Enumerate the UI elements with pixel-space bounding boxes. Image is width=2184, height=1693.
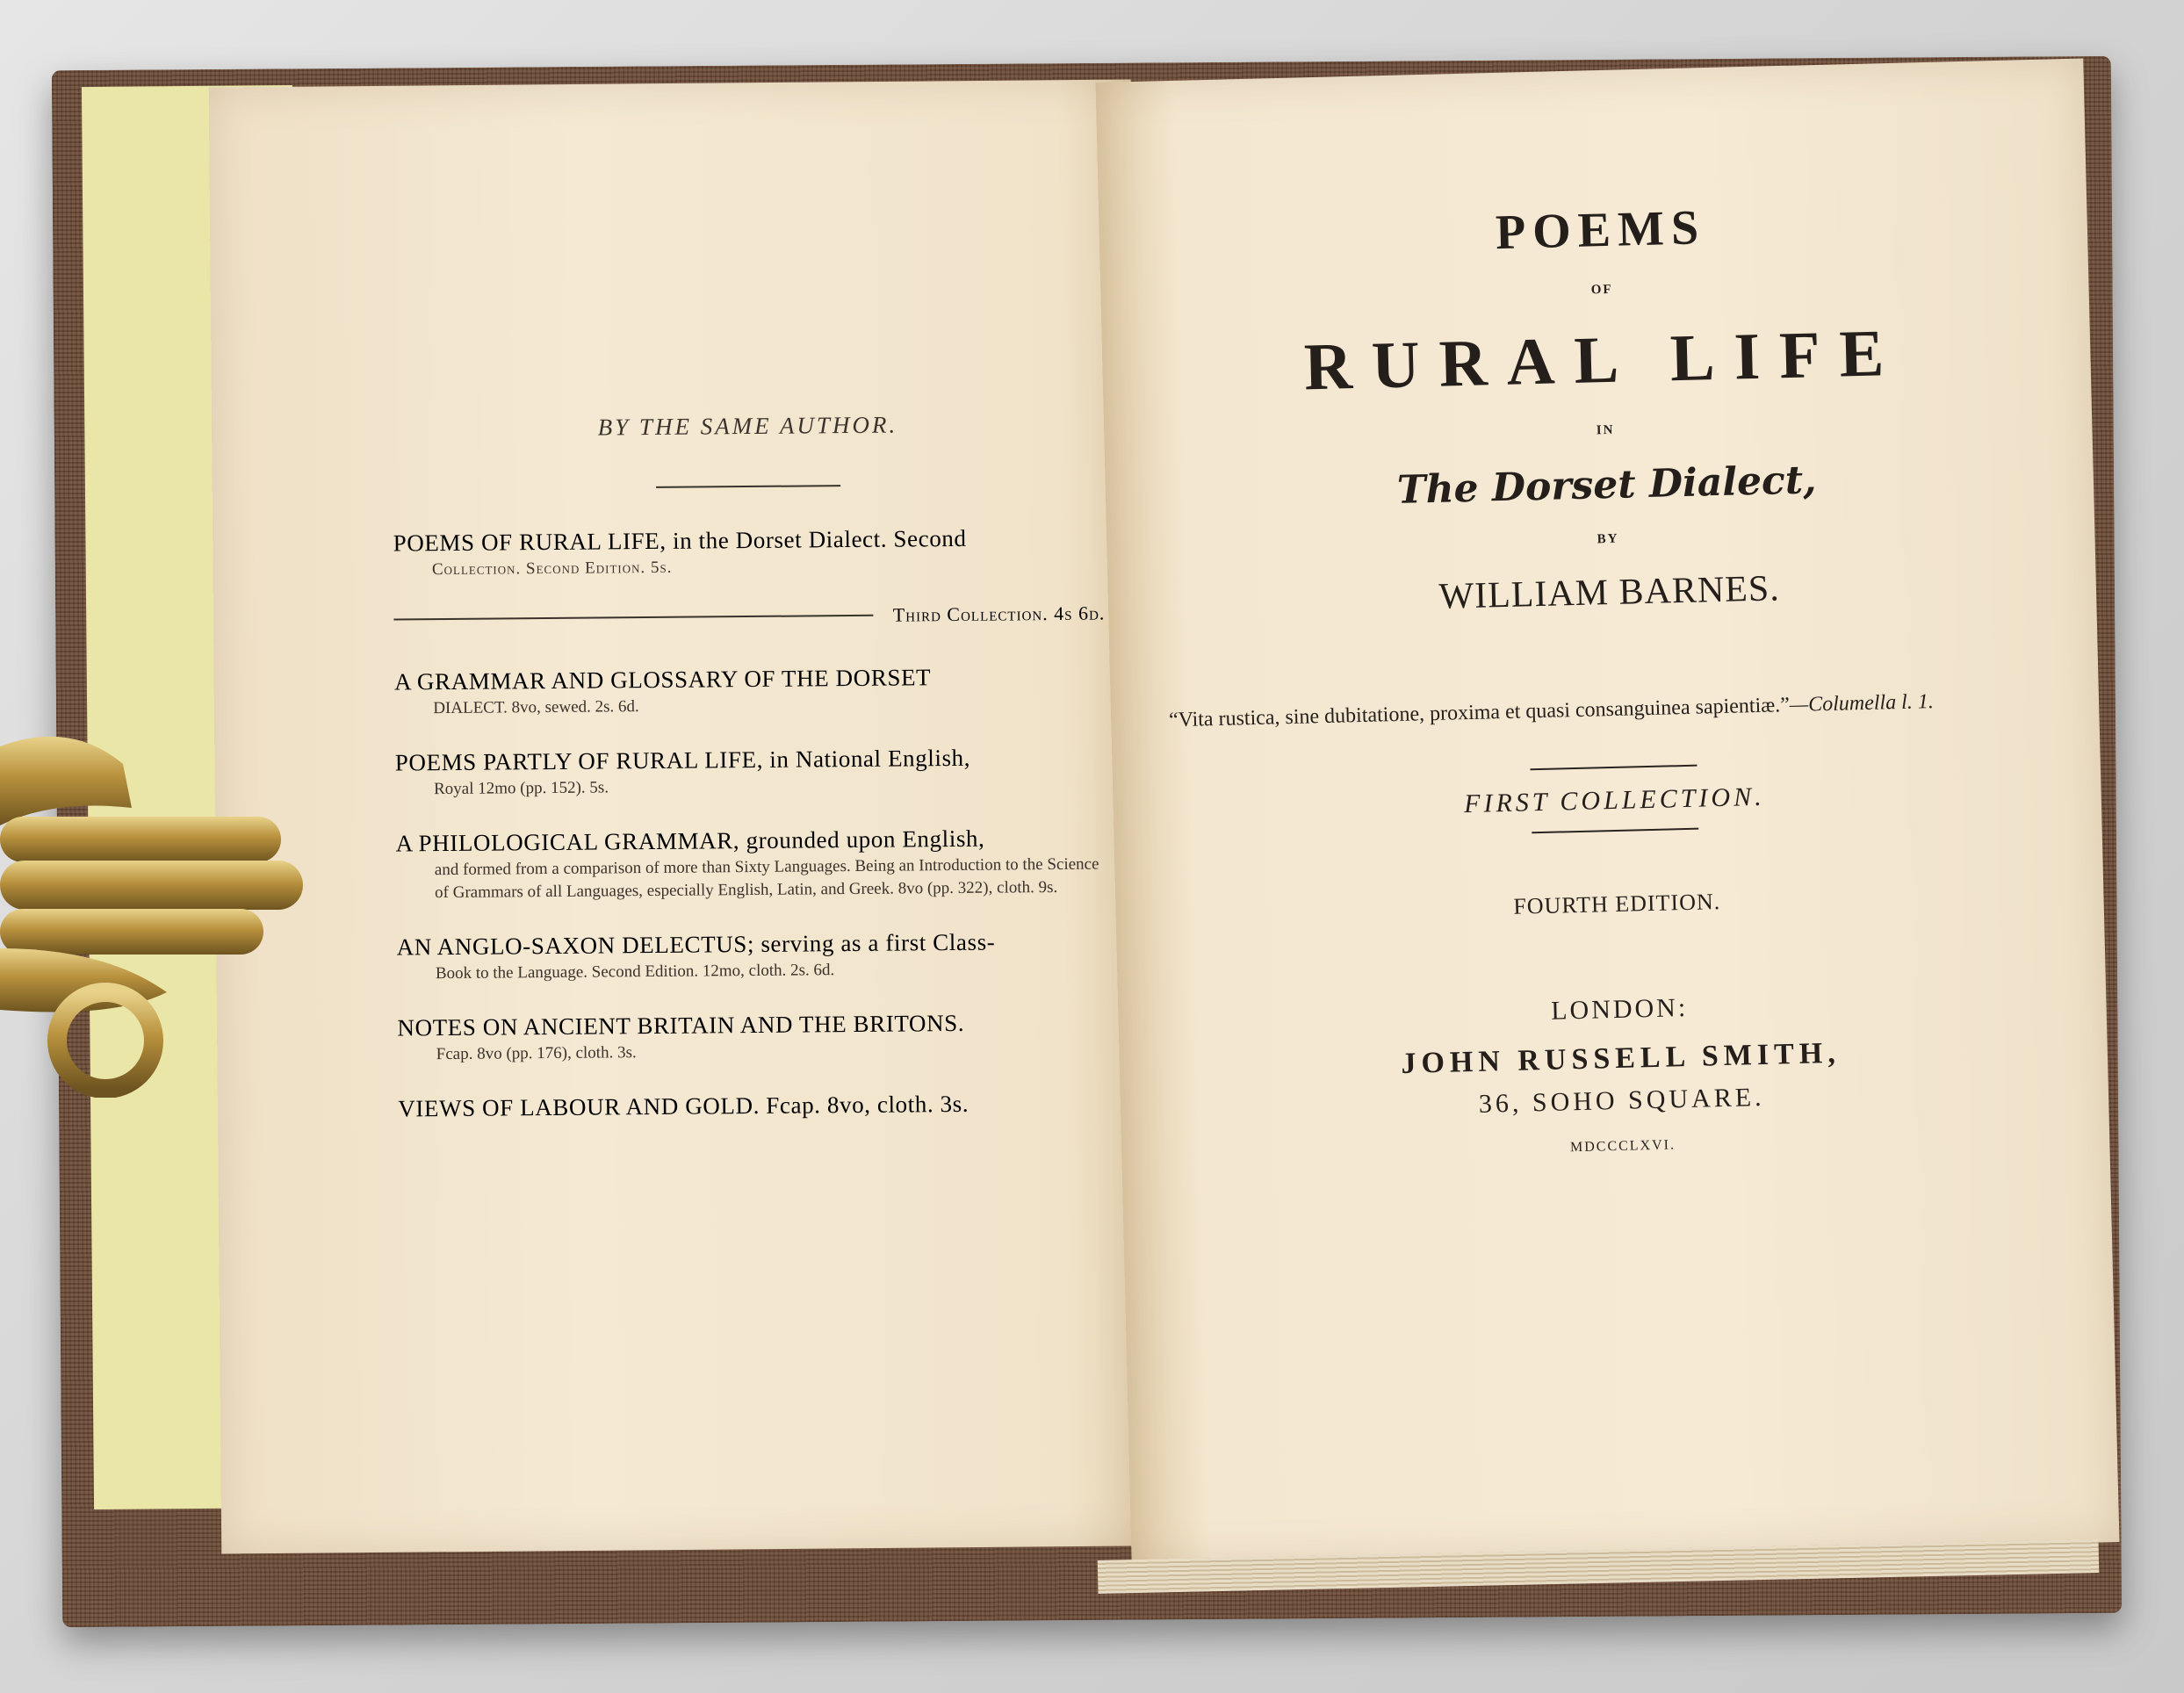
- book-entry: [393, 521, 1105, 581]
- left-page-text: [392, 409, 1109, 1150]
- epigraph: [1169, 684, 2057, 736]
- title-in: IN: [1596, 422, 1615, 438]
- epigraph-text: “Vita rustica, sine dubitatione, proxima et quasi consanguinea sapientiæ.”: [1168, 694, 1791, 732]
- title-page-text: [1157, 191, 2066, 1165]
- book-entry: [397, 1005, 1109, 1066]
- title-by: BY: [1597, 531, 1619, 547]
- book-entry: [396, 925, 1108, 985]
- entry-title: NOTES ON ANCIENT BRITAIN AND THE BRITONS.: [397, 1009, 965, 1041]
- publisher-name: JOHN RUSSELL SMITH,: [1400, 1036, 1842, 1080]
- entry-title: AN ANGLO-SAXON DELECTUS; serving as a first Class-: [396, 928, 996, 961]
- entry-detail: Book to the Language. Second Edition. 12mo, cloth. 2s. 6d.: [435, 961, 835, 983]
- entry-title: A PHILOLOGICAL GRAMMAR, grounded upon English,: [395, 825, 985, 857]
- book-entry: [395, 740, 1107, 801]
- entry-title: POEMS PARTLY OF RURAL LIFE, in National English,: [394, 744, 971, 776]
- same-author-heading: BY THE SAME AUTHOR.: [597, 411, 898, 441]
- entry-title: A GRAMMAR AND GLOSSARY OF THE DORSET: [393, 664, 932, 695]
- divider-rule: [1532, 828, 1698, 834]
- title-poems: POEMS: [1495, 200, 1706, 261]
- entry-detail: DIALECT. 8vo, sewed. 2s. 6d.: [433, 697, 639, 718]
- entry-title: POEMS OF RURAL LIFE, in the Dorset Dialect. Second: [393, 524, 967, 557]
- title-of: OF: [1590, 282, 1613, 298]
- book-entry: [398, 1086, 1109, 1124]
- epigraph-source: —Columella l. 1.: [1789, 690, 1935, 717]
- entry-detail: and formed from a comparison of more than Sixty Languages. Being an Introduction to the Science of Grammars of all Languages, especially English, Latin, and Greek. 8vo (pp. 322), cloth. 9s.: [434, 854, 1099, 903]
- brass-hand-clamp: [0, 729, 316, 1098]
- divider-rule: [1530, 765, 1697, 771]
- entry-detail: Royal 12mo (pp. 152). 5s.: [433, 778, 609, 799]
- book-entry: [395, 821, 1107, 904]
- ditto-rule: [393, 615, 873, 621]
- divider-rule: [656, 485, 840, 488]
- publication-year: MDCCCLXVI.: [1569, 1137, 1676, 1156]
- entry-title: VIEWS OF LABOUR AND GOLD. Fcap. 8vo, cloth. 3s.: [398, 1090, 969, 1122]
- title-dialect: The Dorset Dialect,: [1396, 457, 1818, 513]
- publisher-city: LONDON:: [1550, 992, 1689, 1026]
- collection-label: FIRST COLLECTION.: [1463, 782, 1765, 819]
- title-rural-life: RURAL LIFE: [1303, 315, 1905, 405]
- edition-label: FOURTH EDITION.: [1513, 889, 1721, 919]
- third-collection-text: Third Collection. 4s 6d.: [892, 602, 1106, 626]
- third-collection-line: [393, 602, 1105, 630]
- entry-detail: Fcap. 8vo (pp. 176), cloth. 3s.: [436, 1043, 637, 1064]
- entry-detail: Collection. Second Edition. 5s.: [431, 558, 673, 580]
- publisher-address: 36, SOHO SQUARE.: [1478, 1082, 1765, 1119]
- author-name: WILLIAM BARNES.: [1438, 568, 1781, 617]
- book-entry: [394, 659, 1106, 720]
